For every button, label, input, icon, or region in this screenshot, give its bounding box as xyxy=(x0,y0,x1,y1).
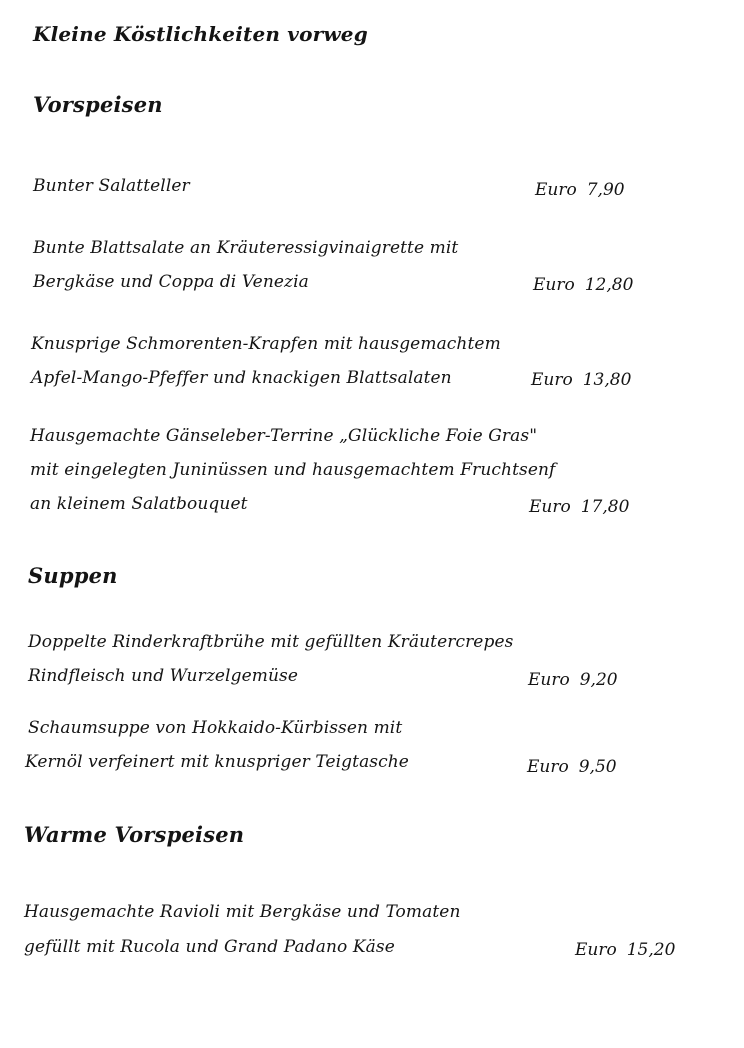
price-value: 17,80 xyxy=(580,497,630,517)
menu-item-line: Doppelte Rinderkraftbrühe mit gefüllten Kräutercrepes xyxy=(28,632,514,652)
menu-item-price xyxy=(575,940,675,960)
price-currency: Euro xyxy=(527,757,569,777)
price-currency: Euro xyxy=(535,180,577,200)
menu-item-line: Bergkäse und Coppa di Venezia xyxy=(33,272,309,292)
menu-title: Kleine Köstlichkeiten vorweg xyxy=(33,22,368,46)
price-currency: Euro xyxy=(529,497,571,517)
menu-item-line: mit eingelegten Juninüssen und hausgemachtem Fruchtsenf xyxy=(30,460,556,480)
menu-item-line: Schaumsuppe von Hokkaido-Kürbissen mit xyxy=(28,718,403,738)
menu-item-price xyxy=(533,275,633,295)
price-value: 13,80 xyxy=(582,370,632,390)
menu-item-line: Hausgemachte Ravioli mit Bergkäse und Tomaten xyxy=(24,902,461,922)
price-currency: Euro xyxy=(531,370,573,390)
menu-item-line: Bunter Salatteller xyxy=(33,176,190,196)
price-currency: Euro xyxy=(575,940,617,960)
price-currency: Euro xyxy=(533,275,575,295)
section-heading-warme-vorspeisen: Warme Vorspeisen xyxy=(24,822,245,847)
price-value: 9,20 xyxy=(579,670,618,690)
section-heading-vorspeisen: Vorspeisen xyxy=(33,92,163,117)
section-heading-suppen: Suppen xyxy=(28,563,118,588)
price-value: 15,20 xyxy=(626,940,676,960)
menu-item-price xyxy=(531,370,631,390)
menu-item-line: Hausgemachte Gänseleber-Terrine „Glückliche Foie Gras" xyxy=(30,426,538,446)
price-value: 7,90 xyxy=(586,180,625,200)
menu-item-price xyxy=(529,497,629,517)
price-value: 12,80 xyxy=(584,275,634,295)
price-value: 9,50 xyxy=(578,757,617,777)
menu-item-price xyxy=(527,757,617,777)
menu-item-line: Rindfleisch und Wurzelgemüse xyxy=(28,666,298,686)
menu-item-price xyxy=(535,180,625,200)
menu-item-line: Knusprige Schmorenten-Krapfen mit hausgemachtem xyxy=(31,334,501,354)
price-currency: Euro xyxy=(528,670,570,690)
menu-item-line: an kleinem Salatbouquet xyxy=(30,494,248,514)
menu-item-line: Bunte Blattsalate an Kräuteressigvinaigrette mit xyxy=(33,238,459,258)
menu-item-line: Kernöl verfeinert mit knuspriger Teigtasche xyxy=(25,752,409,772)
menu-item-price xyxy=(528,670,618,690)
menu-item-line: gefüllt mit Rucola und Grand Padano Käse xyxy=(24,937,395,957)
menu-item-line: Apfel-Mango-Pfeffer und knackigen Blattsalaten xyxy=(31,368,452,388)
